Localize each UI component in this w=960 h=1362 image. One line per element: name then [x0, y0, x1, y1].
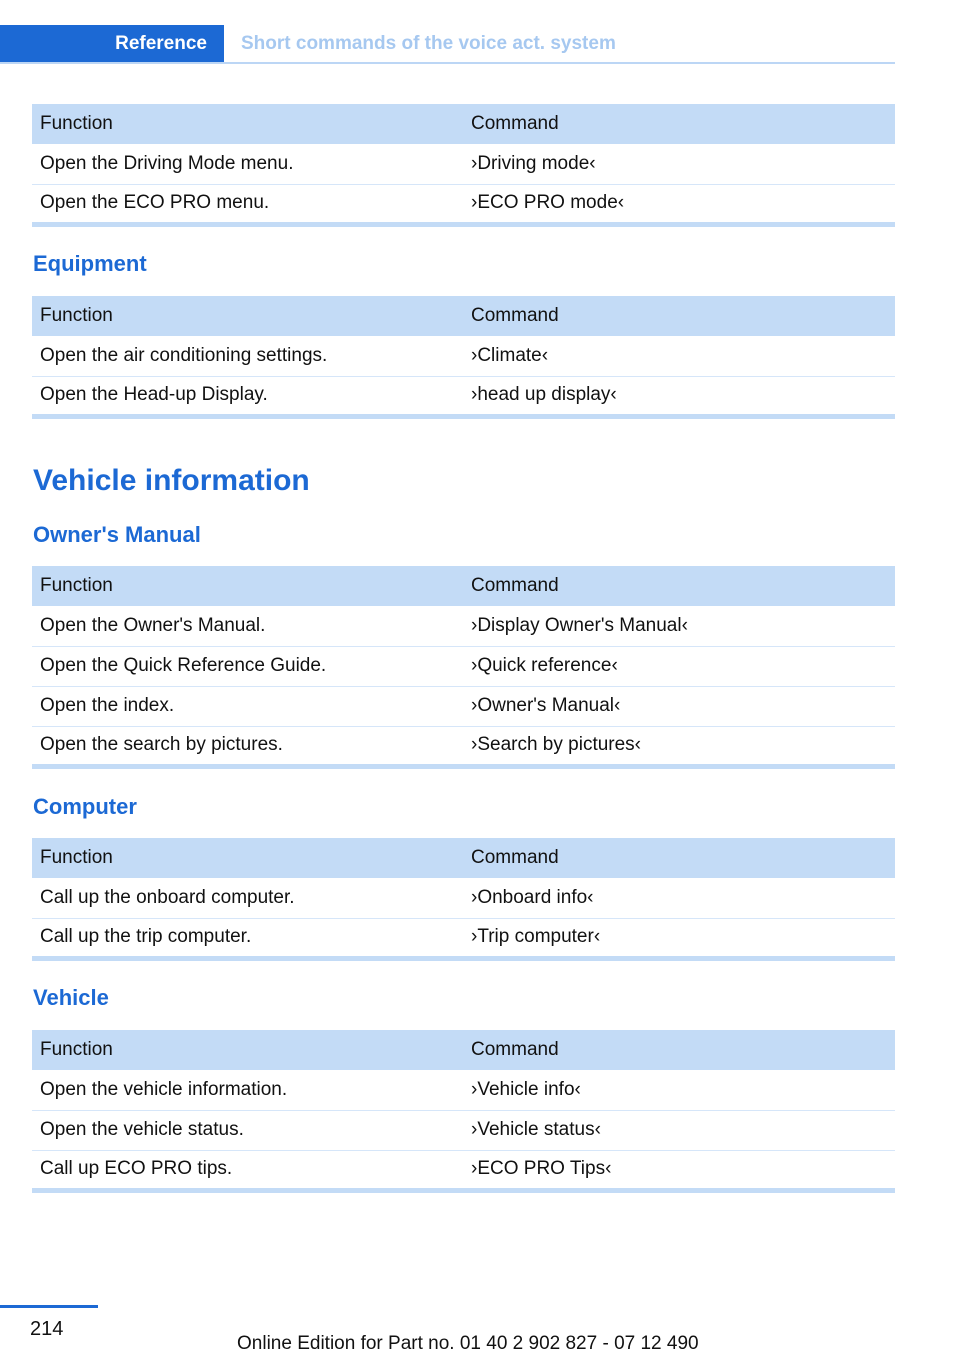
column-header-command: Command	[463, 1030, 895, 1070]
heading-owners-manual: Owner's Manual	[33, 522, 201, 547]
column-header-function: Function	[32, 296, 463, 336]
table-computer	[32, 838, 895, 961]
column-header-function: Function	[32, 104, 463, 144]
table-header-row	[32, 1030, 895, 1070]
table-header-row	[32, 566, 895, 606]
heading-computer: Computer	[33, 794, 137, 819]
table-row	[32, 646, 895, 686]
function-cell: Open the index.	[32, 686, 463, 726]
command-cell: ›Owner's Manual‹	[463, 686, 895, 726]
heading-vehicle: Vehicle	[33, 985, 109, 1010]
table-header-row	[32, 104, 895, 144]
command-cell: ›Display Owner's Manual‹	[463, 606, 895, 646]
table-row	[32, 144, 895, 184]
table-row	[32, 878, 895, 918]
column-header-function: Function	[32, 566, 463, 606]
table-row	[32, 606, 895, 646]
footer-divider	[0, 1305, 98, 1308]
function-cell: Open the air conditioning settings.	[32, 336, 463, 376]
column-header-command: Command	[463, 566, 895, 606]
table-equipment	[32, 296, 895, 419]
command-cell: ›Search by pictures‹	[471, 734, 642, 755]
command-cell: ›Driving mode‹	[463, 144, 895, 184]
page-number: 214	[30, 1318, 64, 1340]
column-header-function: Function	[32, 1030, 463, 1070]
command-cell: ›Quick reference‹	[463, 646, 895, 686]
command-cell: ›Vehicle info‹	[463, 1070, 895, 1110]
column-header-command: Command	[463, 838, 895, 878]
table-row	[32, 918, 895, 958]
function-cell: Call up ECO PRO tips.	[40, 1158, 233, 1179]
function-cell: Open the search by pictures.	[40, 734, 283, 755]
function-cell: Call up the onboard computer.	[32, 878, 463, 918]
heading-equipment: Equipment	[33, 251, 147, 276]
function-cell: Open the Owner's Manual.	[32, 606, 463, 646]
command-cell: ›Onboard info‹	[463, 878, 895, 918]
table-row	[32, 336, 895, 376]
table-row	[32, 184, 895, 224]
command-cell: ›head up display‹	[471, 384, 617, 405]
table-header-row	[32, 838, 895, 878]
section-tab[interactable]: Reference	[0, 25, 224, 62]
table-vehicle	[32, 1030, 895, 1193]
table-owners-manual	[32, 566, 895, 769]
function-cell: Call up the trip computer.	[40, 926, 252, 947]
page-header	[0, 25, 895, 64]
heading-vehicle-information: Vehicle information	[33, 464, 310, 497]
function-cell: Open the vehicle information.	[32, 1070, 463, 1110]
command-cell: ›ECO PRO mode‹	[471, 192, 625, 213]
command-cell: ›Trip computer‹	[471, 926, 601, 947]
edition-note: Online Edition for Part no. 01 40 2 902 827 - 07 12 490	[237, 1333, 699, 1354]
table-row	[32, 686, 895, 726]
command-cell: ›Climate‹	[463, 336, 895, 376]
column-header-command: Command	[463, 296, 895, 336]
table-row	[32, 1150, 895, 1190]
function-cell: Open the Driving Mode menu.	[32, 144, 463, 184]
table-row	[32, 726, 895, 766]
chapter-title[interactable]: Short commands of the voice act. system	[241, 33, 616, 54]
table-row	[32, 1110, 895, 1150]
column-header-command: Command	[463, 104, 895, 144]
function-cell: Open the Quick Reference Guide.	[32, 646, 463, 686]
function-cell: Open the ECO PRO menu.	[40, 192, 270, 213]
function-cell: Open the Head-up Display.	[40, 384, 268, 405]
table-row	[32, 1070, 895, 1110]
command-cell: ›Vehicle status‹	[463, 1110, 895, 1150]
table-header-row	[32, 296, 895, 336]
command-cell: ›ECO PRO Tips‹	[471, 1158, 612, 1179]
function-cell: Open the vehicle status.	[32, 1110, 463, 1150]
column-header-function: Function	[32, 838, 463, 878]
table-row	[32, 376, 895, 416]
table-driving-modes	[32, 104, 895, 227]
